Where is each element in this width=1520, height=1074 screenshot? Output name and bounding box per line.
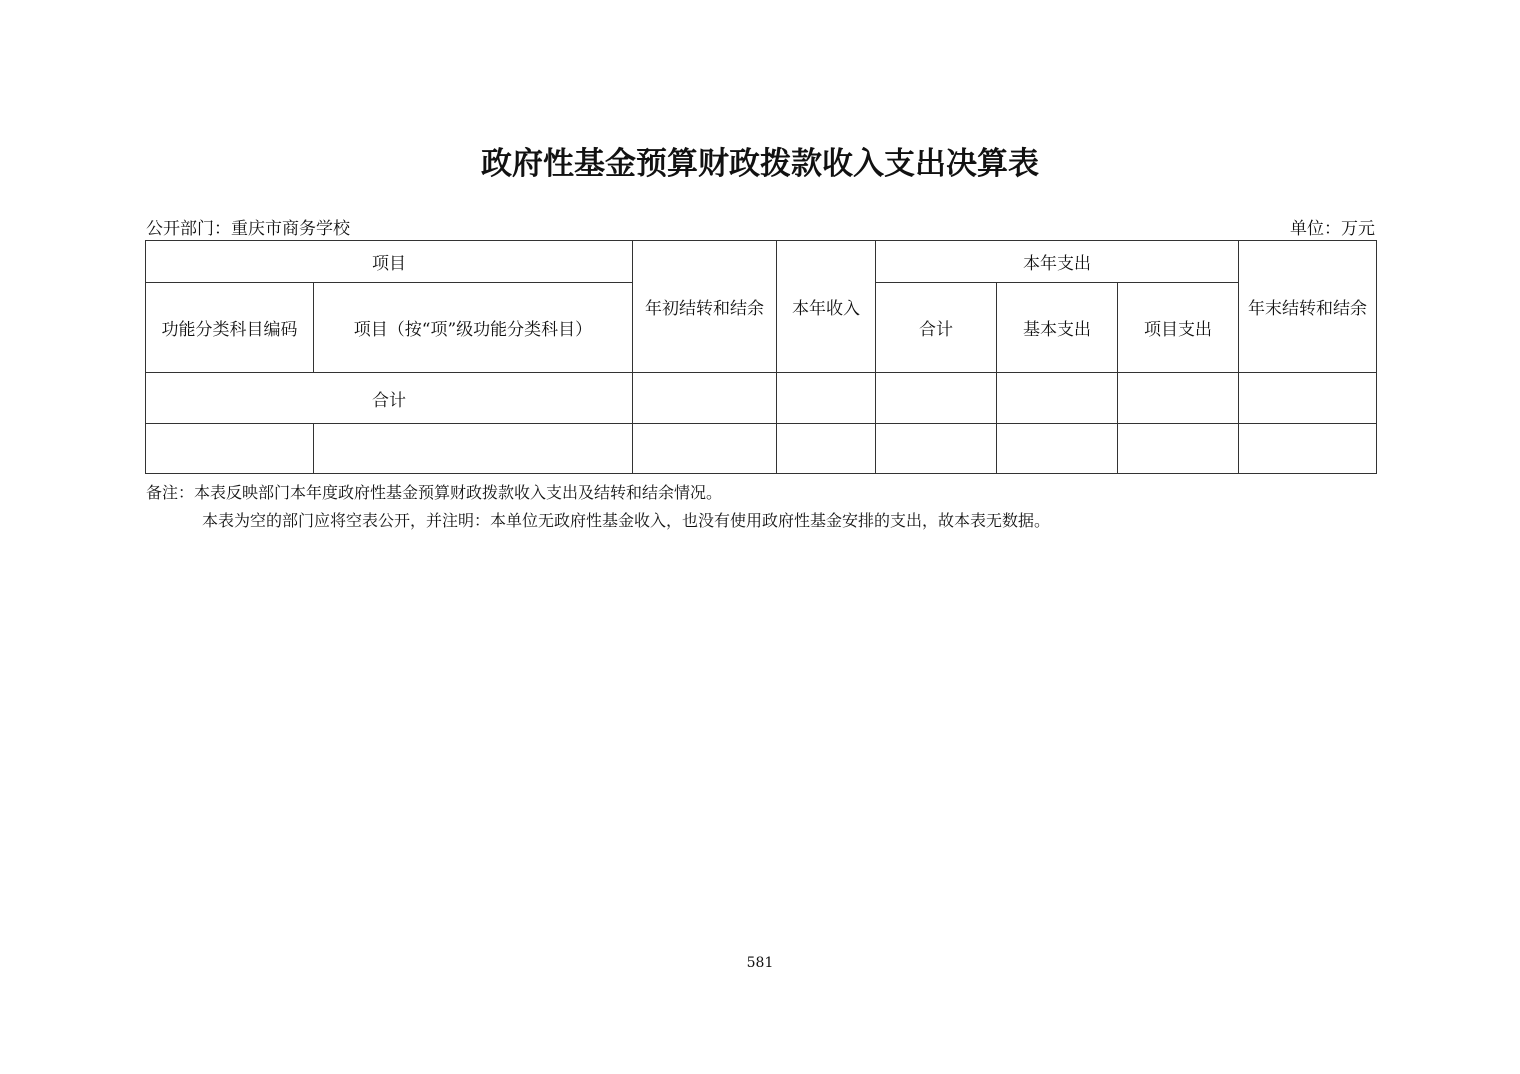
table-cell [997,424,1118,474]
total-row [146,373,1377,424]
budget-table [145,240,1377,474]
table-cell [777,424,876,474]
header-project-exp: 项目支出 [1118,283,1239,373]
table-cell [633,373,777,424]
header-basic: 基本支出 [997,283,1118,373]
header-code: 功能分类科目编码 [146,283,314,373]
header-item: 项目（按“项”级功能分类科目） [314,283,633,373]
page-number: 581 [746,955,774,971]
header-income: 本年收入 [777,241,876,373]
note-line-1: 备注：本表反映部门本年度政府性基金预算财政拨款收入支出及结转和结余情况。 [146,483,723,502]
table-cell [314,424,633,474]
table-cell [1239,424,1377,474]
page-title: 政府性基金预算财政拨款收入支出决算表 [481,146,1039,182]
table-cell [876,373,997,424]
total-row-label: 合计 [146,373,633,424]
header-project: 项目 [146,241,633,283]
header-opening-balance: 年初结转和结余 [633,241,777,373]
table-cell [146,424,314,474]
header-row-1 [146,241,1377,283]
header-closing-balance: 年末结转和结余 [1239,241,1377,373]
table-cell [876,424,997,474]
table-cell [633,424,777,474]
table-cell [997,373,1118,424]
table-row [146,424,1377,474]
table-cell [1239,373,1377,424]
header-expenditure: 本年支出 [876,241,1239,283]
table-cell [1118,424,1239,474]
table-cell [1118,373,1239,424]
unit-label: 单位：万元 [1290,219,1375,239]
header-total: 合计 [876,283,997,373]
note-line-2: 本表为空的部门应将空表公开，并注明：本单位无政府性基金收入，也没有使用政府性基金安排的支出，故本表无数据。 [202,511,1051,530]
department-label: 公开部门：重庆市商务学校 [146,219,350,239]
table-cell [777,373,876,424]
